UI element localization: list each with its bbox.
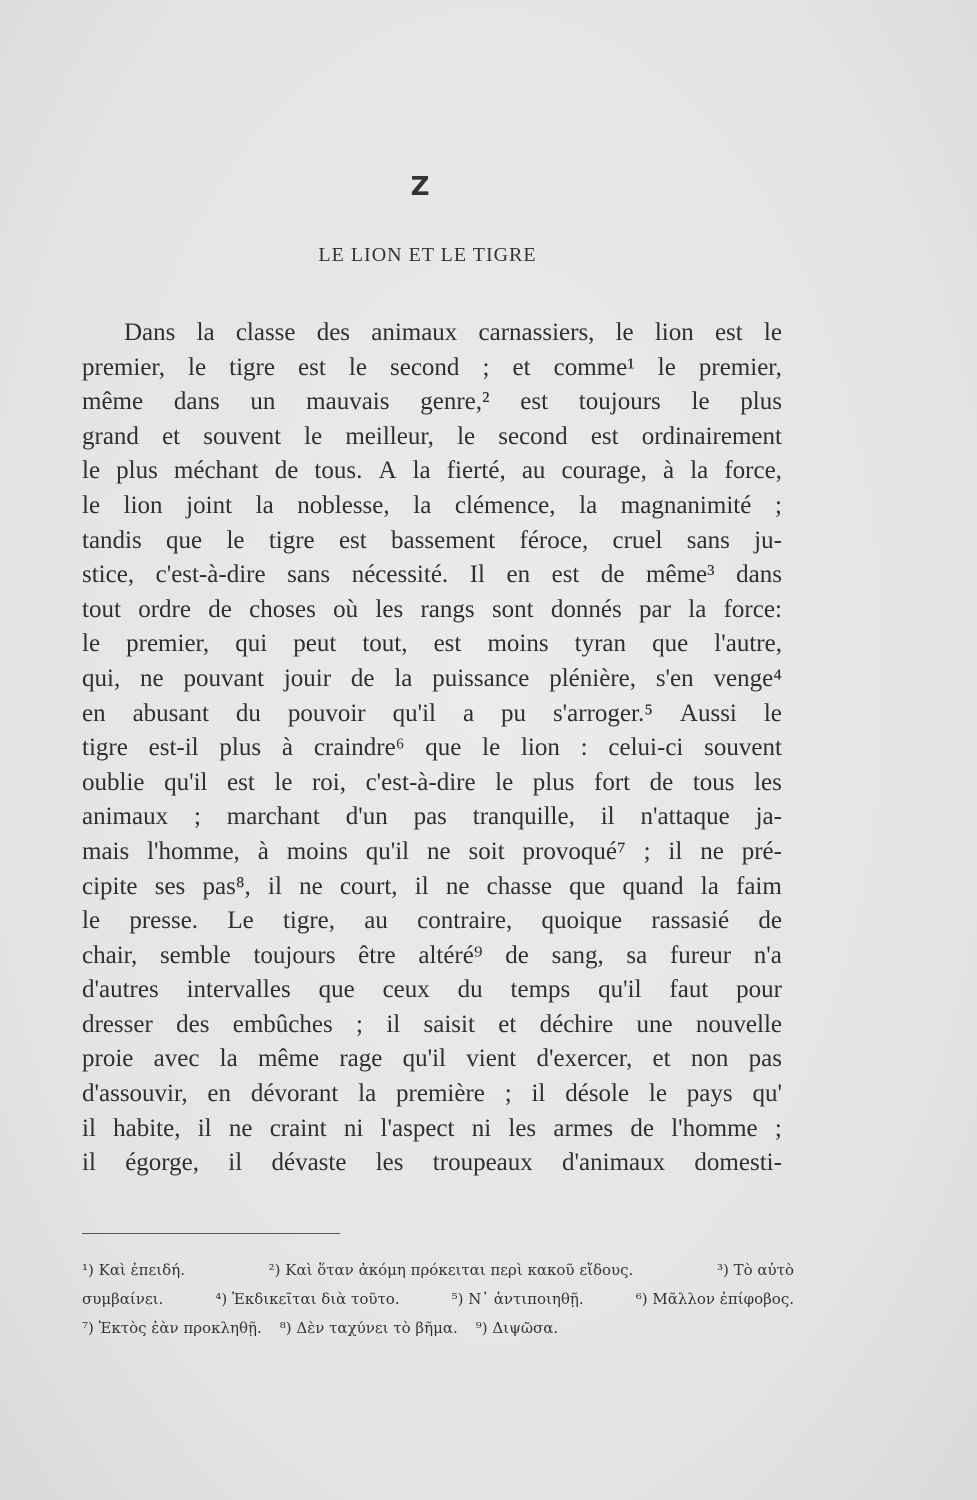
body-line: qui, ne pouvant jouir de la puissance plénière, s'en venge⁴ <box>82 664 782 692</box>
body-line: il égorge, il dévaste les troupeaux d'animaux domesti- <box>82 1149 782 1177</box>
body-line: cipite ses pas⁸, il ne court, il ne chasse que quand la faim <box>82 872 782 900</box>
body-line: chair, semble toujours être altéré⁹ de sang, sa fureur n'a <box>82 941 782 969</box>
footnotes <box>82 1256 794 1343</box>
body-line: proie avec la même rage qu'il vient d'exercer, et non pas <box>82 1045 782 1073</box>
body-line: d'assouvir, en dévorant la première ; il désole le pays qu' <box>82 1080 782 1108</box>
footnote: ²) Καὶ ὅταν ἀκόμη πρόκειται περὶ κακοῦ εἴδους. <box>268 1261 634 1279</box>
footnote: ⁶) Μᾶλλον ἐπίφοβος. <box>635 1290 794 1308</box>
body-line: Dans la classe des animaux carnassiers, le lion est le <box>124 319 782 346</box>
body-text <box>82 316 782 1181</box>
footnote-divider <box>82 1233 340 1234</box>
body-line: grand et souvent le meilleur, le second est ordinairement <box>82 422 782 450</box>
body-line: d'autres intervalles que ceux du temps qu'il faut pour <box>82 976 782 1004</box>
footnote: ⁸) Δὲν ταχύνει τὸ βῆμα. <box>279 1319 458 1337</box>
footnote: ⁴) Ἐκδικεῖται διὰ τοῦτο. <box>215 1290 400 1308</box>
body-line: tandis que le tigre est bassement féroce, cruel sans ju- <box>82 526 782 554</box>
section-letter: Z <box>410 172 430 202</box>
body-line: le plus méchant de tous. A la fierté, au courage, à la force, <box>82 457 782 485</box>
body-line: premier, le tigre est le second ; et comme¹ le premier, <box>82 353 782 381</box>
body-line: stice, c'est-à-dire sans nécessité. Il en est de même³ dans <box>82 561 782 589</box>
body-line: le presse. Le tigre, au contraire, quoique rassasié de <box>82 907 782 935</box>
body-line: le premier, qui peut tout, est moins tyran que l'autre, <box>82 630 782 658</box>
body-line: dresser des embûches ; il saisit et déchire une nouvelle <box>82 1010 782 1038</box>
footnote-line <box>82 1285 794 1314</box>
body-line: en abusant du pouvoir qu'il a pu s'arroger.⁵ Aussi le <box>82 699 782 727</box>
body-line: tout ordre de choses où les rangs sont donnés par la force: <box>82 595 782 623</box>
body-line: le lion joint la noblesse, la clémence, la magnanimité ; <box>82 491 782 519</box>
footnote: συμβαίνει. <box>82 1290 164 1308</box>
body-line: tigre est-il plus à craindre⁶ que le lion : celui-ci souvent <box>82 734 782 762</box>
body-line: animaux ; marchant d'un pas tranquille, il n'attaque ja- <box>82 803 782 831</box>
body-line: même dans un mauvais genre,² est toujours le plus <box>82 388 782 416</box>
chapter-title: LE LION ET LE TIGRE <box>318 244 537 266</box>
footnote: ⁵) Ν᾽ ἀντιποιηθῇ. <box>451 1290 584 1308</box>
footnote-line <box>82 1256 794 1285</box>
footnote-line <box>82 1314 794 1343</box>
footnote: ³) Τὸ αὐτὸ <box>716 1261 794 1279</box>
footnote: ¹) Καὶ ἐπειδή. <box>82 1261 185 1279</box>
footnote: ⁹) Διψῶσα. <box>475 1319 559 1337</box>
body-line: oublie qu'il est le roi, c'est-à-dire le plus fort de tous les <box>82 768 782 796</box>
body-line: mais l'homme, à moins qu'il ne soit provoqué⁷ ; il ne pré- <box>82 837 782 865</box>
footnote: ⁷) Ἐκτὸς ἐὰν προκληθῇ. <box>82 1319 262 1337</box>
body-line: il habite, il ne craint ni l'aspect ni les armes de l'homme ; <box>82 1114 782 1142</box>
